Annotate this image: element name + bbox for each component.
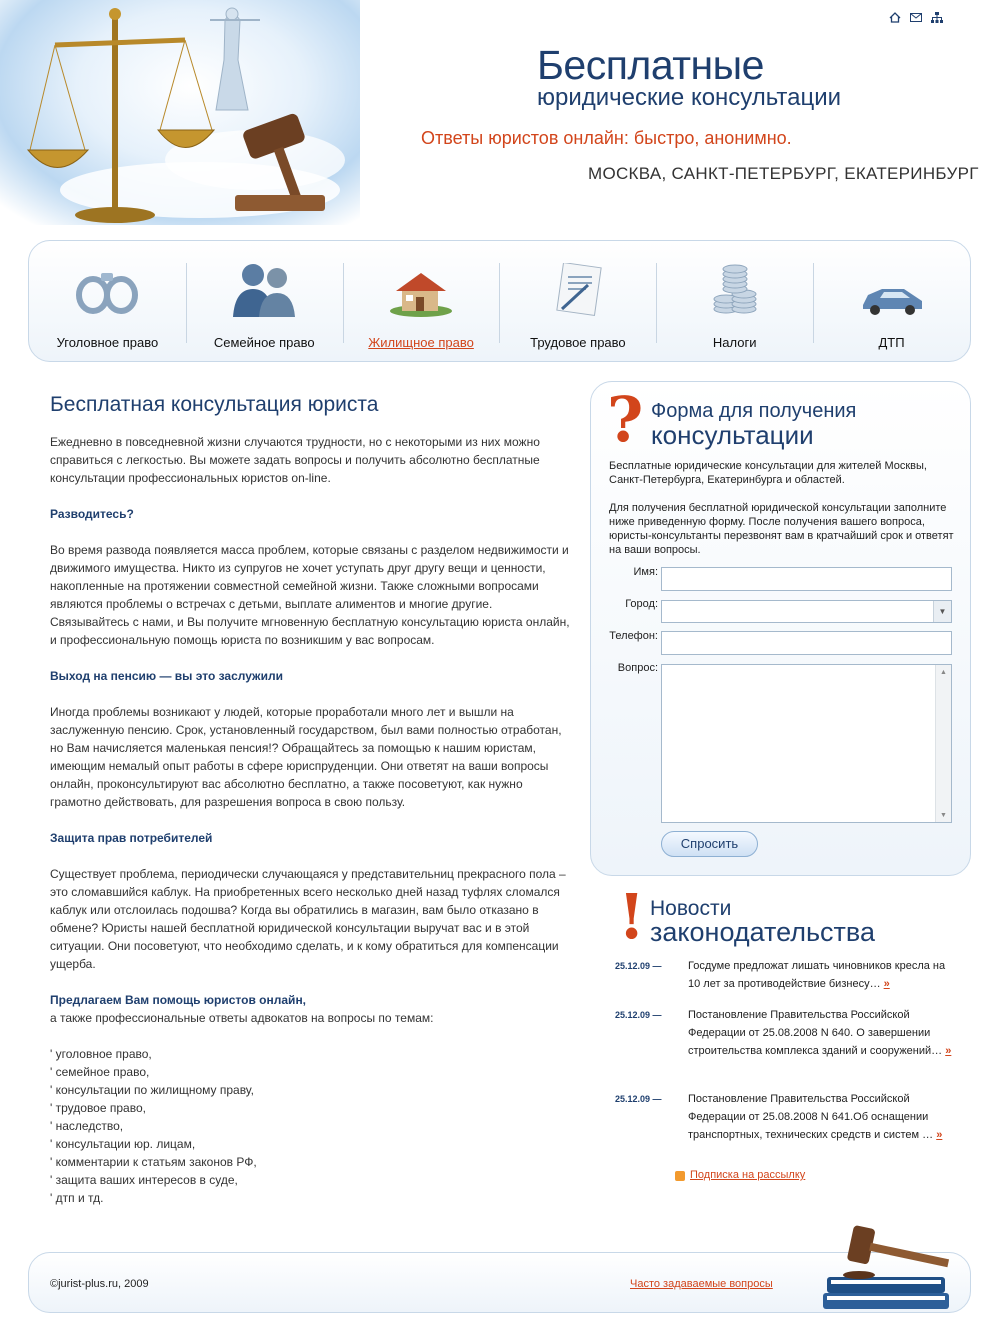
article-intro: Ежедневно в повседневной жизни случаются трудности, но с некоторыми из них можно справиться с легкостью. Вы можете задать вопросы и получить абсолютно бесплатные консультации профессиональных юристов on-line. [50, 435, 540, 485]
news-item [615, 1006, 960, 1060]
nav-item-taxes[interactable] [656, 261, 813, 349]
site-subtitle: юридические консультации [537, 84, 842, 111]
news-more-link[interactable]: » [883, 978, 890, 990]
coins-icon [700, 261, 770, 317]
offer-title: Предлагаем Вам помощь юристов онлайн, [50, 993, 307, 1007]
news-title-line2: законодательства [650, 917, 875, 947]
news-date: 25.12.09 — [615, 1094, 662, 1104]
scales-of-justice-icon [0, 0, 360, 225]
question-mark-icon: ? [607, 383, 644, 456]
news-date: 25.12.09 — [615, 1010, 662, 1020]
news-text [688, 1006, 960, 1060]
nav-label: ДТП [878, 335, 905, 350]
list-item: ' защита ваших интересов в суде, [50, 1173, 238, 1187]
consultation-form [590, 381, 971, 876]
site-title: Бесплатные [537, 42, 764, 88]
form-instructions: Для получения бесплатной юридической консультации заполните ниже приведенную форму. После получения вашего вопроса, юристы-консультанты перезвонят вам в кратчайший срок и ответят на ваши вопросы. [609, 502, 954, 556]
news-more-link[interactable]: » [945, 1045, 952, 1057]
nav-item-traffic-accident[interactable] [813, 261, 970, 349]
nav-label: Семейное право [213, 335, 315, 350]
nav-label: Трудовое право [530, 335, 626, 350]
handcuffs-icon [72, 261, 142, 317]
news-date: 25.12.09 — [615, 961, 662, 971]
scrollbar[interactable] [935, 665, 951, 822]
section-heading: Защита прав потребителей [50, 831, 213, 845]
news-text-body: Постановление Правительства Российской Федерации от 25.08.2008 N 641.Об оснащении транспортных, технических средств и систем … [688, 1093, 937, 1141]
name-input[interactable] [661, 567, 952, 591]
nav-label: Уголовное право [56, 335, 159, 350]
nav-item-labor-law[interactable] [499, 261, 656, 349]
list-item: ' комментарии к статьям законов РФ, [50, 1155, 257, 1169]
city-label: Город: [625, 598, 658, 610]
footer [28, 1252, 971, 1313]
list-item: ' дтп и тд. [50, 1191, 104, 1205]
list-item: ' наследство, [50, 1119, 124, 1133]
category-nav [28, 240, 971, 362]
header [0, 0, 1000, 235]
home-icon[interactable] [888, 10, 902, 24]
news-more-link[interactable]: » [936, 1129, 943, 1141]
ask-button[interactable]: Спросить [661, 831, 758, 857]
form-title-line2: консультации [651, 420, 814, 450]
question-label: Вопрос: [617, 662, 658, 674]
exclamation-icon: ! [618, 880, 646, 953]
section-heading: Выход на пенсию — вы это заслужили [50, 669, 283, 683]
news-text [688, 957, 960, 993]
main-article [50, 393, 570, 1207]
news-item [615, 1090, 960, 1144]
form-intro: Бесплатные юридические консультации для жителей Москвы, Санкт-Петербурга, Екатеринбурга и областей. [609, 460, 927, 486]
scroll-up-icon[interactable]: ▲ [940, 668, 947, 676]
section-text: Существует проблема, периодически случающаяся у представительниц прекрасного пола – это сломавшийся каблук. На приобретенных всего несколько дней назад туфлях сломался каблук или отслоилась подошва? Когда вы обратились в магазин, вам было отказано в обмене? Юристы нашей бесплатной юридической консультации выручат вас и в этой ситуации. Они посоветуют, что необходимо сделать, и к кому обратиться для компенсации ущерба. [50, 867, 566, 971]
top-icons [888, 10, 944, 24]
section-text: Иногда проблемы возникают у людей, которые проработали много лет и вышли на заслуженную пенсию. Срок, установленный государством, был вами полностью отработан, но Вам начисляется маленькая пенсия!? Обращайтесь за помощью к нашим юристам, имеющим немалый опыт работы в сфере юриспруденции. Они ответят на ваши вопросы онлайн, проконсультируют вас абсолютно бесплатно, а также посоветуют, как нужно грамотно действовать, для разрешения вопроса в свою пользу. [50, 705, 562, 809]
contract-icon [543, 261, 613, 317]
car-icon [857, 261, 927, 317]
sitemap-icon[interactable] [930, 10, 944, 24]
nav-item-housing-law[interactable] [343, 261, 500, 349]
form-title-line1: Форма для получения [651, 400, 857, 422]
chevron-down-icon[interactable]: ▼ [933, 601, 951, 622]
subscribe-link[interactable]: Подписка на рассылку [690, 1169, 806, 1181]
rss-icon [675, 1171, 685, 1181]
list-item: ' уголовное право, [50, 1047, 152, 1061]
mail-icon[interactable] [909, 10, 923, 24]
scroll-down-icon[interactable]: ▼ [940, 811, 947, 819]
article-title: Бесплатная консультация юриста [50, 393, 379, 416]
gavel-on-books-icon [819, 1223, 959, 1313]
list-item: ' семейное право, [50, 1065, 150, 1079]
news-text [688, 1090, 960, 1144]
phone-label: Телефон: [609, 630, 658, 642]
news-text-body: Постановление Правительства Российской Федерации от 25.08.2008 N 640. О завершении строительства комплекса зданий и сооружений… [688, 1009, 946, 1057]
news-item [615, 957, 960, 993]
nav-label: Налоги [712, 335, 757, 350]
list-item: ' трудовое право, [50, 1101, 146, 1115]
phone-input[interactable] [661, 631, 952, 655]
cities: МОСКВА, САНКТ-ПЕТЕРБУРГ, ЕКАТЕРИНБУРГ [588, 164, 979, 183]
list-item: ' консультации по жилищному праву, [50, 1083, 254, 1097]
section-heading: Разводитесь? [50, 507, 134, 521]
house-icon [386, 261, 456, 317]
faq-link[interactable]: Часто задаваемые вопросы [630, 1278, 773, 1290]
offer-text: а также профессиональные ответы адвокатов на вопросы по темам: [50, 1011, 434, 1025]
news-text-body: Госдуме предложат лишать чиновников кресла на 10 лет за противодействие бизнесу… [688, 960, 946, 990]
subscribe [690, 1169, 805, 1181]
name-label: Имя: [633, 566, 658, 578]
topics-list [50, 1045, 570, 1207]
question-textarea[interactable] [661, 664, 952, 823]
city-select[interactable] [661, 600, 952, 623]
copyright: ©jurist-plus.ru, 2009 [50, 1278, 149, 1290]
section-text: Во время развода появляется масса проблем, которые связаны с разделом недвижимости и движимого имущества. Никто из супругов не хочет уступать друг другу вещи и ценности, накопленные на протяжении совместной семейной жизни. Также сложными вопросами являются проблемы о встречах с детьми, выплате алиментов и многие другие. Связывайтесь с нами, и Вы получите мгновенную бесплатную консультацию юриста онлайн, и профессиональную помощь юриста по возникшим у вас вопросам. [50, 543, 570, 647]
offer-block [50, 991, 570, 1207]
family-icon [229, 261, 299, 317]
news-title-line1: Новости [650, 897, 732, 920]
slogan: Ответы юристов онлайн: быстро, анонимно. [421, 128, 792, 148]
hero-illustration [0, 0, 360, 225]
nav-item-family-law[interactable] [186, 261, 343, 349]
nav-item-criminal-law[interactable] [29, 261, 186, 349]
nav-label: Жилищное право [368, 335, 474, 350]
list-item: ' консультации юр. лицам, [50, 1137, 196, 1151]
